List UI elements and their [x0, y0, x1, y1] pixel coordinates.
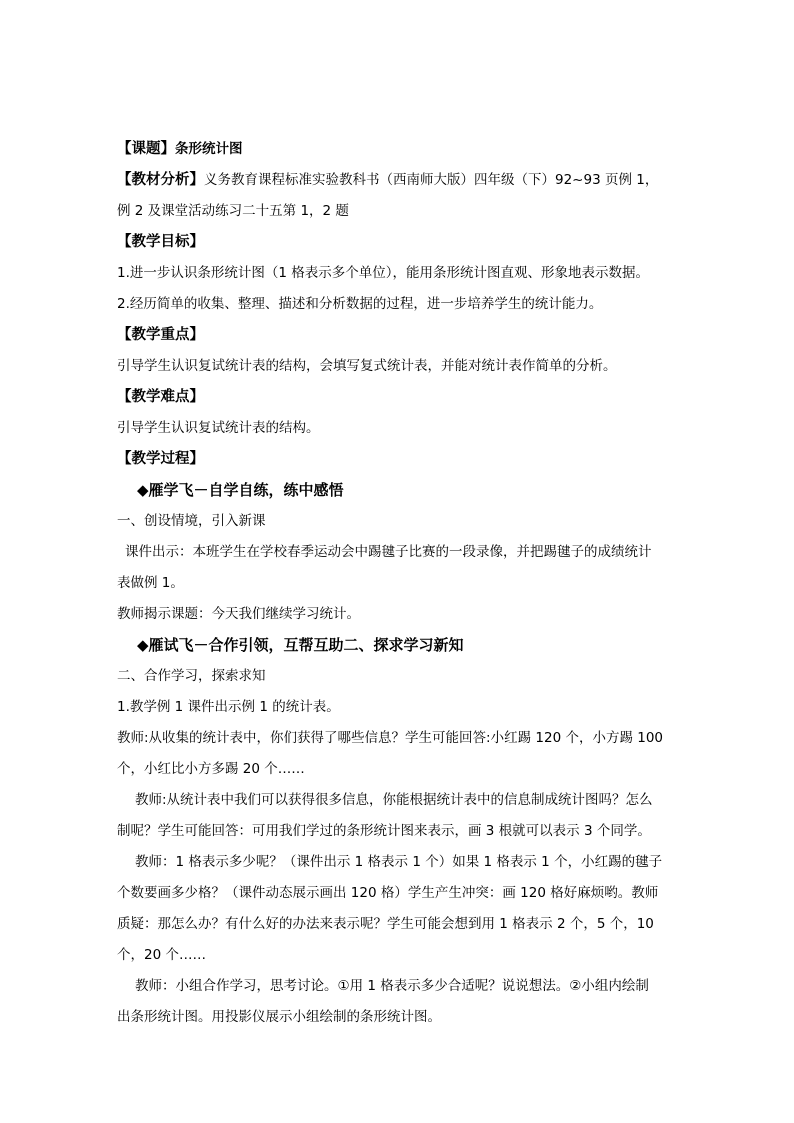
section-heading [117, 227, 683, 258]
paragraph-line: 引导学生认识复试统计表的结构，会填写复式统计表，并能对统计表作简单的分析。 [117, 358, 617, 374]
section-heading-label: 【课题】 [117, 141, 175, 157]
paragraph-line: 1.进一步认识条形统计图（1 格表示多个单位），能用条形统计图直观、形象地表示数据。 [117, 265, 650, 281]
section-heading-label: 【教学目标】 [117, 234, 204, 250]
paragraph-line: 一、创设情境，引入新课 [117, 513, 266, 529]
section-heading [117, 320, 683, 351]
paragraph-line: 个数要画多少格？（课件动态展示画出 120 格）学生产生冲突：画 120 格好麻烦哟。教师 [117, 885, 659, 901]
section-heading-text: 条形统计图 [175, 141, 243, 157]
section-heading-label: 【教学过程】 [117, 451, 204, 467]
paragraph-line: 个，小红比小方多踢 20 个…… [117, 761, 305, 777]
paragraph-line: 2.经历简单的收集、整理、描述和分析数据的过程，进一步培养学生的统计能力。 [117, 296, 603, 312]
section-heading [117, 165, 683, 196]
paragraph-line: 课件出示：本班学生在学校春季运动会中踢毽子比赛的一段录像，并把踢毽子的成绩统计 [125, 544, 652, 560]
paragraph-line: 教师揭示课题：今天我们继续学习统计。 [117, 606, 360, 622]
paragraph-line: 教师:从统计表中我们可以获得很多信息，你能根据统计表中的信息制成统计图吗？怎么 [135, 792, 653, 808]
paragraph-line: 表做例 1。 [117, 575, 184, 591]
section-heading-label: 【教学重点】 [117, 327, 204, 343]
paragraph-line: 例 2 及课堂活动练习二十五第 1，2 题 [117, 203, 349, 219]
paragraph-line: 二、合作学习，探索求知 [117, 668, 266, 684]
section-heading [117, 134, 683, 165]
section-heading [117, 382, 683, 413]
subsection-title: ◆雁学飞－自学自练，练中感悟 [137, 481, 344, 499]
subsection-title: ◆雁试飞－合作引领，互帮互助二、探求学习新知 [137, 636, 464, 654]
section-heading-label: 【教材分析】 [117, 172, 204, 188]
paragraph-line: 教师：1 格表示多少呢？（课件出示 1 格表示 1 个）如果 1 格表示 1 个，小红踢的毽子 [135, 854, 663, 870]
section-heading-text: 义务教育课程标准实验教科书（西南师大版）四年级（下）92~93 页例 1， [204, 172, 659, 188]
paragraph-line: 教师:从收集的统计表中，你们获得了哪些信息？学生可能回答:小红踢 120 个，小方踢 100 [117, 730, 664, 746]
paragraph-line: 个，20 个…… [117, 947, 206, 963]
paragraph-line: 质疑：那怎么办？有什么好的办法来表示呢？学生可能会想到用 1 格表示 2 个，5 个，10 [117, 916, 654, 932]
paragraph-line: 制呢？学生可能回答：可用我们学过的条形统计图来表示，画 3 根就可以表示 3 个同学。 [117, 823, 651, 839]
paragraph-line: 教师：小组合作学习，思考讨论。①用 1 格表示多少合适呢？说说想法。②小组内绘制 [135, 978, 649, 994]
paragraph-line: 引导学生认识复试统计表的结构。 [117, 420, 320, 436]
section-heading-label: 【教学难点】 [117, 389, 204, 405]
paragraph-line: 1.教学例 1 课件出示例 1 的统计表。 [117, 699, 340, 715]
paragraph-line: 出条形统计图。用投影仪展示小组绘制的条形统计图。 [117, 1009, 441, 1025]
section-heading [117, 444, 683, 475]
document-body [117, 134, 683, 1033]
